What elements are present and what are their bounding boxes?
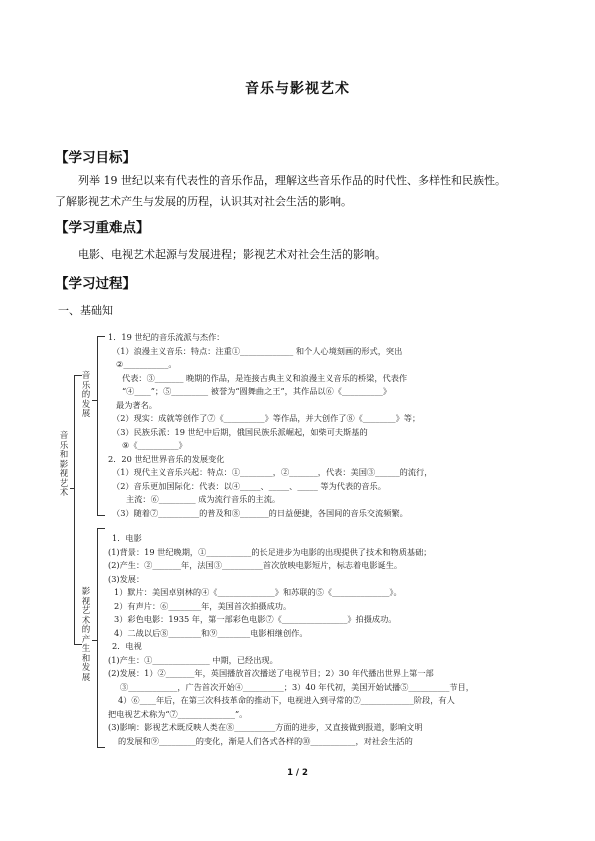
page-number: 1 / 2 [287, 768, 308, 778]
film-branch-label: 影视艺术的产生和发展 [81, 587, 91, 683]
key-points-heading: 【学习重难点】 [55, 220, 150, 236]
film-line: (3)发展： [108, 573, 145, 584]
goals-line-1: 列举 19 世纪以来有代表性的音乐作品，理解这些音乐作品的时代性、多样性和民族性。 [78, 174, 506, 187]
goals-heading: 【学习目标】 [55, 150, 136, 166]
music-line: （3）随着⑦__________的普及和⑧_______的日益便捷，各国间的音乐交流频繁。 [112, 507, 408, 518]
music-line: ②___________。 [116, 359, 177, 369]
film-line: 4）⑥____年后，在第三次科技革命的推动下，电视进入到寻常的⑦_____________阶段，有人 [118, 695, 455, 705]
music-line: （2）现实：成就等创作了⑦《__________》等作品，并大创作了⑧《________》等； [112, 413, 421, 423]
film-line: (2)产生：②_______年，法国③__________首次放映电影短片，标志着电影诞生。 [108, 560, 403, 570]
film-line: 1．电影 [112, 533, 142, 543]
music-line: （3）民族乐派：19 世纪中后期，俄国民族乐派崛起，如柴可夫斯基的 [112, 426, 368, 437]
film-content [108, 532, 474, 748]
music-line: 2．20 世纪世界音乐的发展变化 [108, 453, 225, 464]
film-line: 2）有声片：⑥________年，美国首次拍摄成功。 [114, 600, 292, 611]
basics-subheading: 一、基础知 [58, 304, 113, 317]
music-line: ⑨《__________》 [122, 440, 187, 450]
process-heading: 【学习过程】 [55, 276, 136, 292]
film-line: 1）默片：美国卓别林的④《______________》和苏联的⑤《______________》。 [114, 587, 402, 597]
film-line: (1)背景：19 世纪晚期，①___________的长足进步为电影的出现提供了技术和物质基础； [108, 546, 432, 557]
music-line: “④____”；⑤_________ 被誉为“圆舞曲之王”，其作品以⑥《__________》 [122, 386, 392, 396]
music-line: 主流：⑥_________ 成为流行音乐的主流。 [126, 494, 281, 504]
film-line: (2)发展：1）②_______年，英国播放首次播送了电视节目；2）30 年代播出世界上第一部 [108, 668, 434, 678]
music-brace-line [97, 336, 98, 516]
film-line: (3)影响：影视艺术既反映人类在⑧__________方面的进步，又直接做到报道，影响文明 [108, 722, 423, 732]
film-line: 2．电视 [112, 641, 142, 651]
music-branch-label: 音乐的发展 [81, 371, 91, 419]
film-line: 4）二战以后⑧________和⑨________电影相继创作。 [114, 627, 308, 638]
music-line: 代表：③_______ 晚期的作品，是连接古典主义和浪漫主义音乐的桥梁，代表作 [122, 372, 408, 383]
key-points-line: 电影、电视艺术起源与发展进程；影视艺术对社会生活的影响。 [78, 248, 386, 261]
music-line: （1）现代主义音乐兴起：特点：①________，②_______，代表：美国③______的流行， [112, 467, 433, 477]
film-line: 的发展和⑨_________的变化，渐是人们各式各样的⑩___________，对社会生活的 [118, 735, 413, 746]
film-line: (1)产生：①______________ 中期，已经出现。 [108, 654, 278, 665]
music-line: 最为著名。 [116, 399, 157, 410]
music-line: （1）浪漫主义音乐：特点：注重①_____________ 和个人心境刻画的形式，突出 [112, 345, 403, 356]
root-brace-line [74, 375, 75, 645]
film-line: ③____________，广告首次开始④__________；3）40 年代初，美国开始试播⑤__________节目， [120, 681, 474, 692]
music-line: （2）音乐更加国际化：代表：以④_____、_____、_____ 等为代表的音乐。 [112, 480, 386, 491]
film-line: 把电视艺术称为“⑦______________”。 [108, 708, 248, 719]
root-label: 音乐和影视艺术 [59, 431, 69, 498]
music-line: 1．19 世纪的音乐流派与杰作： [108, 332, 225, 342]
page-title: 音乐与影视艺术 [245, 81, 350, 97]
film-brace-line [97, 528, 98, 748]
music-content [108, 331, 432, 520]
goals-line-2: 了解影视艺术产生与发展的历程，认识其对社会生活的影响。 [55, 195, 352, 208]
film-line: 3）彩色电影：1935 年，第一部彩色电影⑦《________________》拍摄成功。 [114, 614, 397, 624]
